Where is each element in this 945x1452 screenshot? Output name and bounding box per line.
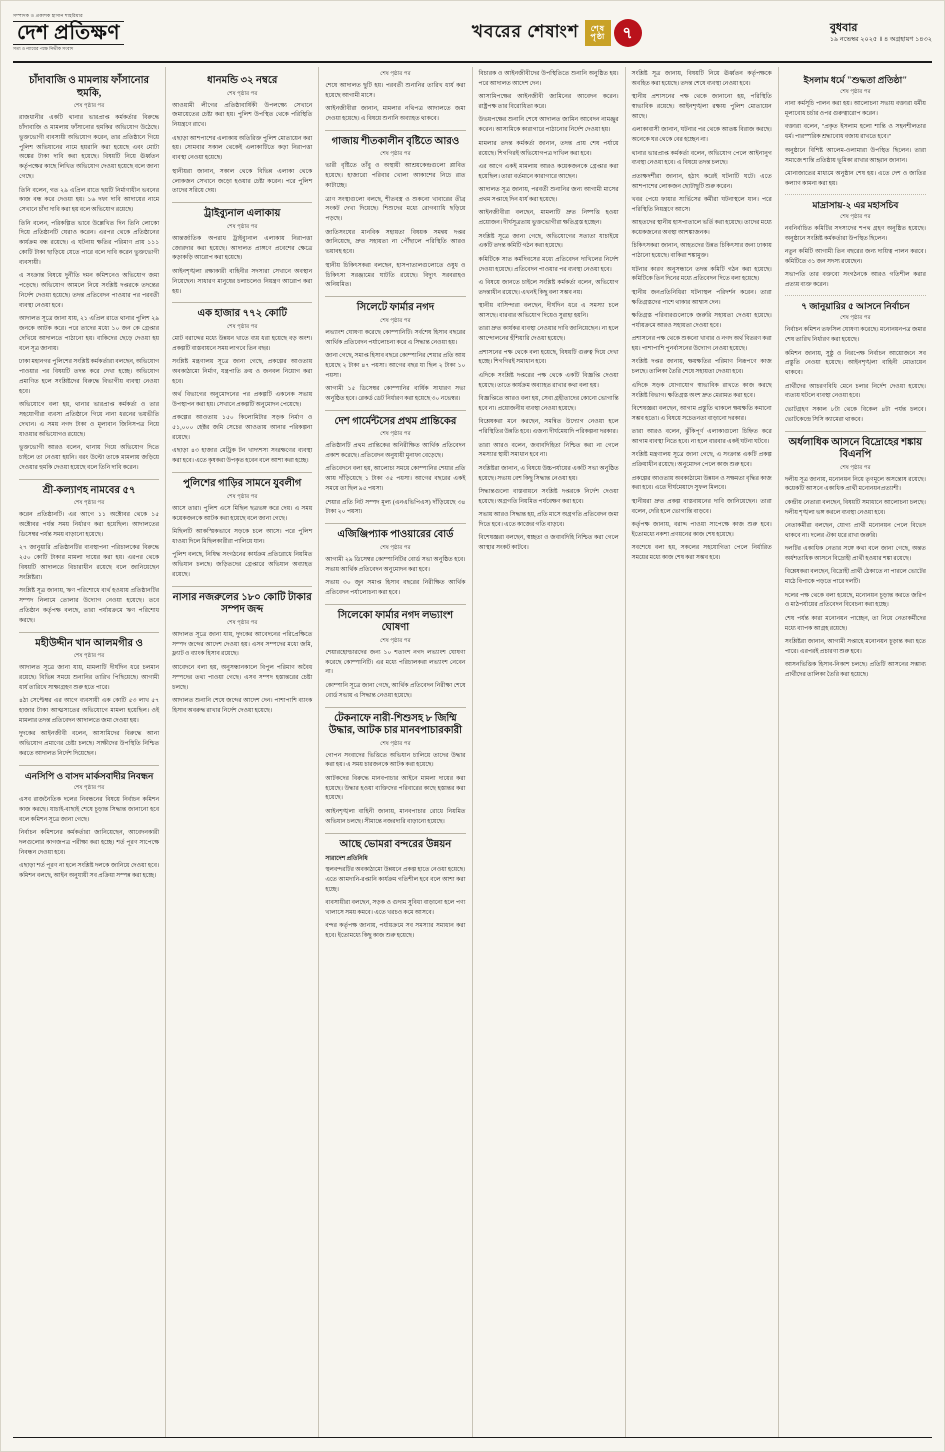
paragraph: পুলিশ বলছে, নিষিদ্ধ সংগঠনের কার্যক্রম প্রতিরোধে নিয়মিত অভিযান চলছে। জড়িতদের গ্রেপ্তারে অভিযান অব্যাহত রয়েছে। — [172, 552, 313, 578]
continuation-note: শেষ পৃষ্ঠার পর — [73, 500, 105, 507]
headline[interactable]: এনসিপি ও বাসদ মার্কসবাদীর নিবন্ধন — [24, 770, 154, 781]
divider — [785, 295, 926, 296]
paragraph: আসে তারা। পুলিশ এসে মিছিল ছত্রভঙ্গ করে দেয়। এ সময় কয়েকজনকে আটক করা হয়েছে বলে জানা গেছে। — [172, 505, 313, 522]
paragraph: সভায় আরও সিদ্ধান্ত হয়, প্রতি মাসে অগ্রগতি প্রতিবেদন জমা দিতে হবে। এতে কাজের গতি বাড়বে। — [478, 512, 619, 529]
paragraph: তিনি বলেন, পরিকল্পিত ভাবে উল্লেখিত দিন তিনি লোকো দিয়ে প্রতিষ্ঠানটি ঘেরাও করেন। এরপর থেকে প্রতিষ্ঠানের কার্যক্রম বন্ধ রয়েছে। এ ঘটনায় ক্ষতির পরিমাণ প্রায় ১১১ কোটি টাকা ছাড়িয়ে যেতে পারে বলে দাবি করেন ভুক্তভোগী ব্যবসায়ী। — [19, 220, 160, 267]
paragraph: দুদকের আইনজীবী বলেন, আসামিদের বিরুদ্ধে আনা অভিযোগ প্রমাণের চেষ্টা চলছে। সাক্ষীদের উপস্থিতি নিশ্চিত করতে আদালত নির্দেশ দিয়েছেন। — [19, 731, 160, 758]
continuation-note: শেষ পৃষ্ঠার পর — [840, 89, 871, 96]
paragraph: শেয়ারহোল্ডারদের জন্য ১০ শতাংশ নগদ লভ্যাংশ ঘোষণা করেছে কোম্পানিটি। এর মধ্যে পরিচালকরা লভ্যাংশ নেবেন না। — [325, 649, 466, 676]
headline[interactable]: পুলিশের গাড়ির সামনে যুবলীগ — [183, 478, 302, 490]
page-footer-rule — [13, 1437, 932, 1447]
continuation-note: শেষ পৃষ্ঠার পর — [380, 431, 411, 438]
continuation-note: শেষ পৃষ্ঠার পর — [380, 544, 411, 551]
paragraph: আগামী ২৯ ডিসেম্বর কোম্পানিটির বোর্ড সভা অনুষ্ঠিত হবে। সভায় আর্থিক প্রতিবেদন অনুমোদন করা হবে। — [325, 556, 466, 573]
paragraph: সংশ্লিষ্ট মন্ত্রণালয় সূত্রে জানা গেছে, প্রকল্পের আওতায় অবকাঠামো নির্মাণ, যন্ত্রপাতি ক্রয় ও জনবল নিয়োগ করা হবে। — [172, 359, 313, 385]
continuation-note: শেষ পৃষ্ঠার পর — [227, 223, 258, 230]
paragraph: সংশ্লিষ্ট সূত্র জানায়, ঋণ পরিশোধে ব্যর্থ হওয়ায় প্রতিষ্ঠানটির সম্পদ নিলামে তোলার উদ্যোগ নেওয়া হয়েছে। তবে প্রতিষ্ঠান কর্তৃপক্ষ বলছে, তারা পর্যায়ক্রমে ঋণ পরিশোধ করছে। — [19, 588, 160, 624]
continuation-note: শেষ পৃষ্ঠার পর — [380, 151, 411, 158]
column-6 — [779, 67, 932, 1437]
paragraph: গোপন সংবাদের ভিত্তিতে অভিযান চালিয়ে তাদের উদ্ধার করা হয়। এ সময় চারজনকে আটক করা হয়েছে। — [325, 752, 466, 769]
paragraph: ভুক্তভোগী আরও বলেন, থানায় গিয়ে অভিযোগ দিতে চাইলে তা নেওয়া হয়নি। বরং উল্টো তাকে মামলায় জড়িয়ে দেওয়ার হুমকি দেওয়া হয়েছে বলে তিনি দাবি করেন। — [19, 445, 160, 471]
newspaper-logo[interactable] — [13, 13, 124, 53]
headline[interactable]: সিলেটে ফার্মার নগদ — [356, 302, 435, 314]
paragraph: সংশ্লিষ্ট সূত্র জানায়, বিষয়টি নিয়ে ঊর্ধ্বতন কর্তৃপক্ষকে অবহিত করা হয়েছে। তদন্ত শেষে ব্যবস্থা নেওয়া হবে। — [631, 71, 772, 87]
paragraph: ঘটনার কারণ অনুসন্ধানে তদন্ত কমিটি গঠন করা হয়েছে। কমিটিকে তিন দিনের মধ্যে প্রতিবেদন দিতে বলা হয়েছে। — [631, 266, 772, 283]
paragraph: করেন প্রতিষ্ঠানটি। এর আগে ১১ অক্টোবর থেকে ১৫ অক্টোবর পর্যন্ত সময় নির্ধারণ করা হয়েছিল। আদালতের ডিসেম্বর পর্যন্ত সময় বাড়ানো হয়েছে। — [19, 512, 160, 538]
continuation-note: শেষ পৃষ্ঠার পর — [380, 740, 411, 747]
paragraph: আদালত সূত্র জানায়, পরবর্তী শুনানির জন্য আগামী মাসের প্রথম সপ্তাহে দিন ধার্য করা হয়েছে। — [478, 187, 619, 203]
paragraph: বিচারক ও আইনজীবীদের উপস্থিতিতে শুনানি অনুষ্ঠিত হয়। পরে আদালত আদেশ দেন। — [478, 71, 619, 87]
paragraph: কেন্দ্রীয় নেতারা বলছেন, বিষয়টি সমাধানে আলোচনা চলছে। দলীয় শৃঙ্খলা ভঙ্গ করলে ব্যবস্থা নেওয়া হবে। — [784, 499, 926, 516]
paragraph: ক্ষতিগ্রস্ত পরিবারগুলোকে জরুরি সহায়তা দেওয়া হয়েছে। পর্যায়ক্রমে আরও সহায়তা দেওয়া হবে। — [631, 313, 772, 329]
headline[interactable]: মহীউদ্দীন খান আলমগীর ও — [35, 637, 143, 649]
paragraph: স্থানীয়রা দ্রুত প্রকল্প বাস্তবায়নের দাবি জানিয়েছেন। তারা বলেন, দেরি হলে ভোগান্তি বাড়বে। — [631, 498, 772, 515]
paragraph: অভিযোগে বলা হয়, থানার ভারপ্রাপ্ত কর্মকর্তা ও তার সহযোগীরা ব্যবসা প্রতিষ্ঠানে গিয়ে নানা ধরনের ভয়ভীতি দেখান। এ সময় নগদ টাকা ও মূল্যবান জিনিসপত্র নিয়ে যাওয়ার অভিযোগও রয়েছে। — [19, 402, 160, 438]
paragraph: খবর পেয়ে ফায়ার সার্ভিসের কর্মীরা ঘটনাস্থলে যান। পরে পরিস্থিতি নিয়ন্ত্রণে আসে। — [631, 196, 772, 213]
paragraph: বিশেষজ্ঞরা বলছেন, স্বচ্ছতা ও জবাবদিহি নিশ্চিত করা গেলে আস্থার সংকট কাটবে। — [478, 535, 619, 552]
paragraph: এছাড়া শর্ত পূরণ না হলে সংশ্লিষ্ট দলকে জানিয়ে দেওয়া হবে। কমিশন বলছে, আইন অনুযায়ী সব প্রক্রিয়া সম্পন্ন করা হচ্ছে। — [19, 863, 160, 880]
continuation-note: শেষ পৃষ্ঠার পর — [380, 637, 411, 644]
paragraph: সংশ্লিষ্টরা জানান, আগামী সপ্তাহে মনোনয়ন চূড়ান্ত করা হতে পারে। এরপরই প্রচারণা শুরু হবে। — [784, 639, 926, 655]
divider — [172, 302, 312, 303]
divider — [325, 523, 465, 524]
paragraph: থানার ভারপ্রাপ্ত কর্মকর্তা বলেন, অভিযোগ পেলে আইনানুগ ব্যবস্থা নেওয়া হবে। এ বিষয়ে তদন্ত চলছে। — [631, 150, 772, 167]
column-2 — [166, 67, 319, 1437]
paragraph: স্থানীয় জনপ্রতিনিধিরা ঘটনাস্থল পরিদর্শন করেন। তারা ক্ষতিগ্রস্তদের পাশে থাকার আশ্বাস দেন। — [631, 289, 772, 306]
divider — [19, 632, 159, 633]
logo-name: দেশ প্রতিক্ষণ — [13, 21, 124, 45]
paragraph: বক্তারা বলেন, "প্রকৃত ইসলাম হলো শান্তি ও সহনশীলতার ধর্ম। পারস্পরিক শ্রদ্ধাবোধ বজায় রাখতে হবে।" — [784, 124, 926, 141]
paragraph: সিদ্ধান্তগুলো বাস্তবায়নে সংশ্লিষ্ট দপ্তরকে নির্দেশ দেওয়া হয়েছে। অগ্রগতি নিয়মিত পর্যবেক্ষণ করা হবে। — [478, 488, 619, 505]
paragraph: দলের পক্ষ থেকে বলা হয়েছে, মনোনয়ন চূড়ান্ত করতে জরিপ ও মাঠপর্যায়ের প্রতিবেদন বিবেচনা করা হচ্ছে। — [784, 592, 926, 609]
paragraph: আন্তর্জাতিক অপরাধ ট্রাইব্যুনাল এলাকায় নিরাপত্তা জোরদার করা হয়েছে। আদালত প্রাঙ্গণে প্রবেশের ক্ষেত্রে কড়াকড়ি আরোপ করা হয়েছে। — [172, 235, 313, 262]
continuation-note: শেষ পৃষ্ঠার পর — [840, 315, 871, 322]
paragraph: সংশ্লিষ্ট দপ্তর জানায়, ক্ষয়ক্ষতির পরিমাণ নিরূপণে কাজ চলছে। তালিকা তৈরি শেষে সহায়তা দেওয়া হবে। — [631, 359, 772, 376]
divider — [325, 604, 465, 605]
headline[interactable]: অর্ধলাধিক আসনে বিদ্রোহের শঙ্কায় বিএনপি — [788, 436, 923, 461]
date-block — [830, 22, 932, 44]
paragraph: আদালত সূত্রে জানা যায়, ২১ এপ্রিল রাতে থানার পুলিশ ২৯ জনকে আটক করে। পরে তাদের মধ্যে ১০ জন কে গ্রেপ্তার দেখিয়ে আদালতে পাঠানো হয়। বাকিদের ছেড়ে দেওয়া হয় বলে সূত্র জানায়। — [19, 316, 160, 352]
paragraph: কমিটিকে সাত কর্মদিবসের মধ্যে প্রতিবেদন দাখিলের নির্দেশ দেওয়া হয়েছে। প্রতিবেদন পাওয়ার পর ব্যবস্থা নেওয়া হবে। — [478, 256, 619, 273]
paragraph: কমিশন জানায়, সুষ্ঠু ও নিরপেক্ষ নির্বাচন আয়োজনে সব প্রস্তুতি নেওয়া হয়েছে। আইনশৃঙ্খলা বাহিনী মোতায়েন থাকবে। — [784, 350, 926, 377]
continuation-note: শেষ পৃষ্ঠার পর — [73, 653, 105, 660]
paragraph: তারা আরও বলেন, ঝুঁকিপূর্ণ এলাকাগুলো চিহ্নিত করে আগাম ব্যবস্থা নিতে হবে। না হলে বারবার একই ঘটনা ঘটবে। — [631, 429, 772, 445]
paragraph: মিছিলটি আকস্মিকভাবে সড়কে চলে আসে। পরে পুলিশ ধাওয়া দিলে মিছিলকারীরা পালিয়ে যান। — [172, 528, 313, 545]
divider — [172, 586, 312, 587]
paragraph: বিজ্ঞপ্তিতে আরও বলা হয়, সেবা গ্রহীতাদের কোনো ভোগান্তি হবে না। প্রয়োজনীয় ব্যবস্থা নেওয়া হয়েছে। — [478, 396, 619, 412]
paragraph: প্রকল্পের আওতায় ১৫০ কিলোমিটার সড়ক নির্মাণ ও ৫১,০০০ হেক্টর জমি সেচের আওতায় আনার পরিকল্পনা রয়েছে। — [172, 415, 313, 442]
divider — [325, 410, 465, 411]
paragraph: নতুন কমিটি আগামী তিন বছরের জন্য দায়িত্ব পালন করবে। কমিটিতে ৩১ জন সদস্য রয়েছেন। — [784, 249, 926, 265]
paragraph: ঢাকা মহানগর পুলিশের সংশ্লিষ্ট কর্মকর্তারা বলছেন, অভিযোগ পাওয়ার পর বিষয়টি তদন্ত করে দেখা হচ্ছে। অভিযোগ প্রমাণিত হলে সংশ্লিষ্টদের বিরুদ্ধে বিভাগীয় ব্যবস্থা নেওয়া হবে। — [19, 359, 160, 395]
divider — [172, 202, 312, 203]
column-4 — [473, 67, 626, 1437]
paragraph: লভ্যাংশ ঘোষণা করেছে কোম্পানিটি। সর্বশেষ হিসাব বছরের আর্থিক প্রতিবেদন পর্যালোচনা করে এ সিদ্ধান্ত নেওয়া হয়। — [325, 329, 466, 346]
paragraph: আইনশৃঙ্খলা বাহিনী জানায়, মানবপাচার রোধে নিয়মিত অভিযান চলছে। সীমান্তে নজরদারি বাড়ানো হয়েছে। — [325, 808, 466, 825]
continuation-note: শেষ পৃষ্ঠার পর — [227, 493, 258, 500]
divider — [325, 707, 465, 708]
paragraph: এ সংক্রান্ত বিষয়ে দুর্নীতি দমন কমিশনেও অভিযোগ জমা পড়েছে। অভিযোগ আমলে নিয়ে সংশ্লিষ্ট দপ্তরকে তদন্তের নির্দেশ দেওয়া হয়েছে। তদন্ত প্রতিবেদন পাওয়ার পর পরবর্তী ব্যবস্থা নেওয়া হবে। — [19, 273, 160, 309]
paragraph: প্রতিষ্ঠানটি প্রথম প্রান্তিকের অনিরীক্ষিত আর্থিক প্রতিবেদন প্রকাশ করেছে। প্রতিবেদন অনুযায়ী মুনাফা বেড়েছে। — [325, 443, 466, 460]
paragraph: নির্বাচন কমিশন তফসিল ঘোষণা করেছে। মনোনয়নপত্র জমার শেষ তারিখ নির্ধারণ করা হয়েছে। — [784, 327, 926, 344]
paragraph: দলটির একাধিক নেতার সঙ্গে কথা বলে জানা গেছে, অন্তত অর্ধশতাধিক আসনে বিদ্রোহী প্রার্থী হওয়ার শঙ্কা রয়েছে। — [784, 546, 926, 563]
paragraph: মোট বরাদ্দের মধ্যে উন্নয়ন খাতে ব্যয় ধরা হয়েছে বড় অংশ। প্রকল্পটি বাস্তবায়নে সময় লাগবে তিন বছর। — [172, 335, 313, 352]
paragraph: সভাপতি তার বক্তব্যে সংগঠনকে আরও গতিশীল করার প্রত্যয় ব্যক্ত করেন। — [784, 272, 926, 289]
paragraph: শেষে আদালত ছুটি হয়। পরবর্তী শুনানির তারিখ ধার্য করা হয়েছে আগামী মাসে। — [325, 83, 466, 99]
continuation-note: শেষ পৃষ্ঠার পর — [227, 619, 258, 626]
paragraph: এদিকে সড়ক যোগাযোগ স্বাভাবিক রাখতে কাজ করছে সংশ্লিষ্ট বিভাগ। ক্ষতিগ্রস্ত অংশ দ্রুত মেরামত করা হবে। — [631, 382, 772, 399]
paragraph: নবনির্বাচিত কমিটির সদস্যদের শপথ গ্রহণ অনুষ্ঠিত হয়েছে। অনুষ্ঠানে সংশ্লিষ্ট কর্মকর্তারা উপস্থিত ছিলেন। — [784, 225, 926, 242]
paragraph: প্রশাসনের পক্ষ থেকে বলা হয়েছে, বিষয়টি গুরুত্ব দিয়ে দেখা হচ্ছে। শিগগিরই সমাধান হবে। — [478, 349, 619, 366]
section-banner — [472, 19, 642, 47]
divider — [19, 765, 159, 766]
paragraph: প্রার্থীদের আচরণবিধি মেনে চলার নির্দেশ দেওয়া হয়েছে। ব্যত্যয় ঘটলে ব্যবস্থা নেওয়া হবে। — [784, 383, 926, 400]
headline[interactable]: সিলেকো ফার্মার নগদ লভ্যাংশ ঘোষণা — [337, 609, 454, 634]
column-1 — [13, 67, 166, 1437]
headline[interactable]: টেকনাফে নারী-শিশুসহ ৮ জিম্মি উদ্ধার, আটক চার মানবপাচারকারী — [328, 712, 462, 737]
continuation-note: শেষ পৃষ্ঠার পর — [73, 103, 105, 109]
divider — [325, 130, 465, 131]
paragraph: ভারী বৃষ্টিতে তাঁবু ও অস্থায়ী আশ্রয়কেন্দ্রগুলো প্লাবিত হয়েছে। হাজারো পরিবার খোলা আকাশের নিচে রাত কাটাচ্ছে। — [325, 163, 466, 190]
logo-tagline: সত্য ও ন্যায়ের পক্ষে নির্ভীক সংবাদ — [13, 46, 74, 51]
paragraph: শেয়ার প্রতি নিট সম্পদ মূল্য (এনএভিপিএস) দাঁড়িয়েছে ৩৪ টাকা ২০ পয়সা। — [325, 499, 466, 516]
paragraph: এছাড়া আশপাশের এলাকায় অতিরিক্ত পুলিশ মোতায়েন করা হয়। সোমবার সকাল থেকেই এলাকাটিতে কড়া নিরাপত্তা ব্যবস্থা নেওয়া হয়েছে। — [172, 135, 313, 162]
continuation-note: শেষ পৃষ্ঠার পর — [73, 785, 105, 792]
paragraph: আহতদের স্থানীয় হাসপাতালে ভর্তি করা হয়েছে। তাদের মধ্যে কয়েকজনের অবস্থা আশঙ্কাজনক। — [631, 220, 772, 237]
continuation-note: শেষ পৃষ্ঠার পর — [380, 71, 411, 77]
logo-kicker: সম্পাদক ও প্রকাশক হাসান শাহরিয়ার — [13, 13, 83, 18]
paragraph: এর আগে একই মামলায় আরও কয়েকজনকে গ্রেপ্তার করা হয়েছিল। তারা বর্তমানে কারাগারে আছেন। — [478, 163, 619, 180]
paragraph: দলীয় সূত্র জানায়, মনোনয়ন নিয়ে তৃণমূলে অসন্তোষ রয়েছে। কয়েকটি আসনে একাধিক প্রার্থী মনোনয়নপ্রত্যাশী। — [784, 476, 926, 493]
paragraph: আইনশৃঙ্খলা রক্ষাকারী বাহিনীর সদস্যরা সেখানে অবস্থান নিয়েছেন। সাধারণ মানুষের চলাচলেও নিয়ন্ত্রণ আরোপ করা হয়। — [172, 268, 313, 295]
paragraph: আদালত সূত্রে জানা যায়, মামলাটি দীর্ঘদিন ধরে চলমান রয়েছে। বিভিন্ন সময়ে শুনানির তারিখ পিছিয়েছে। আগামী ধার্য তারিখে সাক্ষ্যগ্রহণ শুরু হতে পারে। — [19, 665, 160, 691]
divider — [785, 194, 926, 195]
paragraph: এছাড়া ৪৩ হাজার মেট্রিক টন খাদ্যশস্য সংরক্ষণের ব্যবস্থা করা হবে। এতে কৃষকরা উপকৃত হবেন বলে আশা করা হচ্ছে। — [172, 448, 313, 465]
byline: সারাদেশ প্রতিনিধি — [325, 856, 368, 863]
paragraph: রাজধানীর একটি থানার ভারপ্রাপ্ত কর্মকর্তার বিরুদ্ধে চাঁদাবাজি ও মামলায় ফাঁসানোর হুমকির অভিযোগ উঠেছে। ভুক্তভোগী ব্যবসায়ী অভিযোগ করেন, তার প্রতিষ্ঠানে গিয়ে পুলিশ অভিযানের নামে হয়রানি করা হয়েছে এবং মোটা অঙ্কের টাকা দাবি করা হয়েছে। বিষয়টি নিয়ে ঊর্ধ্বতন কর্তৃপক্ষের কাছে লিখিত অভিযোগ দেওয়া হয়েছে বলে জানা গেছে। — [19, 115, 160, 181]
paragraph: আদালত সূত্রে জানা যায়, দুদকের আবেদনের পরিপ্রেক্ষিতে সম্পদ জব্দের আদেশ দেওয়া হয়। এসব সম্পদের মধ্যে জমি, ফ্ল্যাট ও ব্যাংক হিসাব রয়েছে। — [172, 631, 313, 658]
headline[interactable]: দেশ গার্মেন্টসের প্রথম প্রান্তিকের — [334, 415, 457, 427]
headline[interactable]: এক হাজার ৭৭২ কোটি — [197, 308, 287, 320]
paragraph: আদালত শুনানি শেষে জব্দের আদেশ দেন। পাশাপাশি ব্যাংক হিসাব অবরুদ্ধ রাখার নির্দেশ দেওয়া হয়েছে। — [172, 697, 313, 714]
paragraph: নির্বাচন কমিশনের কর্মকর্তারা জানিয়েছেন, আবেদনকারী দলগুলোর কাগজপত্র পরীক্ষা করা হচ্ছে। শর্ত পূরণ সাপেক্ষে নিবন্ধন দেওয়া হবে। — [19, 830, 160, 856]
continuation-note: শেষ পৃষ্ঠার পর — [840, 464, 871, 471]
masthead — [13, 11, 932, 63]
paragraph: এলাকাবাসী জানান, ঘটনার পর থেকে আতঙ্ক বিরাজ করছে। অনেকে ঘর থেকে বের হচ্ছেন না। — [631, 127, 772, 144]
continuation-note: শেষ পৃষ্ঠার পর — [227, 323, 258, 330]
paragraph: আইনজীবীরা বলছেন, মামলাটি দ্রুত নিষ্পত্তি হওয়া প্রয়োজন। দীর্ঘসূত্রতায় ভুক্তভোগীরা ক্ষতিগ্রস্ত হচ্ছেন। — [478, 210, 619, 227]
paragraph: এদিকে সংশ্লিষ্ট দপ্তরের পক্ষ থেকে একটি বিজ্ঞপ্তি দেওয়া হয়েছে। তাতে কার্যক্রম অব্যাহত রাখার কথা বলা হয়। — [478, 372, 619, 389]
paragraph: সংশ্লিষ্ট সূত্রে জানা গেছে, অভিযোগের সত্যতা যাচাইয়ে একটি তদন্ত কমিটি গঠন করা হয়েছে। — [478, 233, 619, 250]
headline[interactable]: মাদ্রাসায়-২ এর মহাসচিব — [812, 199, 899, 210]
headline[interactable]: ট্রাইব্যুনাল এলাকায় — [204, 208, 281, 220]
column-3 — [319, 67, 472, 1437]
headline[interactable]: চাঁদাবাজি ও মামলায় ফাঁসানোর হুমকি, — [29, 75, 150, 99]
column-5 — [626, 67, 779, 1437]
article-columns — [13, 67, 932, 1437]
paragraph: বন্দর কর্তৃপক্ষ জানায়, পর্যায়ক্রমে সব সমস্যার সমাধান করা হবে। ইতোমধ্যে কিছু কাজ শুরু হয়েছে। — [325, 923, 466, 940]
paragraph: তারা দ্রুত কার্যকর ব্যবস্থা নেওয়ার দাবি জানিয়েছেন। না হলে আন্দোলনের হুঁশিয়ারি দেওয়া হয়েছে। — [478, 326, 619, 343]
paragraph: স্থলবন্দরটির অবকাঠামো উন্নয়নে প্রকল্প হাতে নেওয়া হয়েছে। এতে আমদানি-রপ্তানি কার্যক্রম গতিশীল হবে বলে আশা করা হচ্ছে। — [325, 867, 466, 893]
paragraph: ভোটগ্রহণ সকাল ৮টা থেকে বিকেল ৪টা পর্যন্ত চলবে। ভোটকেন্দ্রে সিসি ক্যামেরা থাকবে। — [784, 406, 926, 423]
paragraph: এ বিষয়ে জানতে চাইলে সংশ্লিষ্ট কর্মকর্তা বলেন, অভিযোগ তদন্তাধীন রয়েছে। এখনই কিছু বলা সম্ভব নয়। — [478, 279, 619, 296]
paragraph: মামলার তদন্ত কর্মকর্তা জানান, তদন্ত প্রায় শেষ পর্যায়ে রয়েছে। শিগগিরই অভিযোগপত্র দাখিল করা হবে। — [478, 140, 619, 157]
paragraph: মোনাজাতের মাধ্যমে অনুষ্ঠান শেষ হয়। এতে দেশ ও জাতির কল্যাণ কামনা করা হয়। — [784, 170, 926, 187]
section-title: খবরের শেষাংশ — [471, 22, 579, 41]
paragraph: আবেদনে বলা হয়, অনুসন্ধানকালে বিপুল পরিমাণ অবৈধ সম্পদের তথ্য পাওয়া গেছে। এসব সম্পদ হস্তান্তরের চেষ্টা চলছে। — [172, 664, 313, 691]
headline[interactable]: এজিঞ্জিপ্যাক পাওয়ারের বোর্ড — [337, 529, 454, 541]
paragraph: জানা গেছে, সমাপ্ত হিসাব বছরে কোম্পানির শেয়ার প্রতি আয় হয়েছে ২ টাকা ৪৭ পয়সা। আগের বছর যা ছিল ২ টাকা ১০ পয়সা। — [325, 352, 466, 379]
paragraph: তারা আরও বলেন, জবাবদিহিতা নিশ্চিত করা না গেলে সমস্যার স্থায়ী সমাধান হবে না। — [478, 442, 619, 459]
headline[interactable]: ইসলাম ধর্মে "শুদ্ধতা প্রতিষ্ঠা" — [803, 75, 908, 85]
paragraph: বিশ্লেষকরা বলছেন, বিদ্রোহী প্রার্থী ঠেকাতে না পারলে ভোটের মাঠে বিপাকে পড়তে পারে দলটি। — [784, 569, 926, 586]
paragraph: জাতিসংঘের মানবিক সহায়তা বিষয়ক সমন্বয় দপ্তর জানিয়েছে, দ্রুত সহায়তা না পৌঁছালে পরিস্থিতি আরও ভয়াবহ হবে। — [325, 229, 466, 256]
paragraph: শেষ পর্যন্ত কারা মনোনয়ন পাচ্ছেন, তা নিয়ে নেতাকর্মীদের মধ্যে ব্যাপক আগ্রহ রয়েছে। — [784, 615, 926, 632]
paragraph: আওয়ামী লীগের প্রতিষ্ঠাবার্ষিকী উপলক্ষ্যে সেখানে জমায়েতের চেষ্টা করা হয়। পুলিশ উপস্থিত থেকে পরিস্থিতি নিয়ন্ত্রণে রাখে। — [172, 102, 313, 129]
divider — [325, 296, 465, 297]
paragraph: এসব রাজনৈতিক দলের নিবন্ধনের বিষয়ে নির্বাচন কমিশন কাজ করছে। যাচাই-বাছাই শেষে চূড়ান্ত সিদ্ধান্ত জানানো হবে বলে কমিশন সূত্রে জানা গেছে। — [19, 797, 160, 823]
paragraph: সভায় ৩০ জুন সমাপ্ত হিসাব বছরের নিরীক্ষিত আর্থিক প্রতিবেদন পর্যালোচনা করা হবে। — [325, 580, 466, 596]
headline[interactable]: ৭ জানুয়ারির ৫ আসনে নির্বাচন — [801, 301, 910, 312]
paragraph: আসামিপক্ষের আইনজীবী জামিনের আবেদন করেন। রাষ্ট্রপক্ষ তার বিরোধিতা করে। — [478, 94, 619, 111]
continuation-note: শেষ পৃষ্ঠার পর — [227, 90, 258, 97]
paragraph: নানা কর্মসূচি পালন করা হয়। আলোচনা সভায় বক্তারা ধর্মীয় মূল্যবোধ চর্চার ওপর গুরুত্বারোপ করেন। — [784, 101, 926, 118]
paragraph: চিকিৎসকরা জানান, আহতদের উন্নত চিকিৎসার জন্য ঢাকায় পাঠানো হয়েছে। বাকিরা শঙ্কামুক্ত। — [631, 243, 772, 260]
headline[interactable]: নাসার নজরুলের ১৮০ কোটি টাকার সম্পদ জব্দ — [172, 591, 312, 616]
paragraph: অনুষ্ঠানে বিশিষ্ট আলেম-ওলামারা উপস্থিত ছিলেন। তারা সমাজে শান্তি প্রতিষ্ঠায় ভূমিকা রাখার আহ্বান জানান। — [784, 147, 926, 164]
full-date: ১৯ নভেম্বর ২০২৫ ॥ ৪ অগ্রহায়ণ ১৪৩২ — [829, 35, 932, 43]
paragraph: উভয়পক্ষের শুনানি শেষে আদালত জামিন আবেদন নামঞ্জুর করেন। আসামিকে কারাগারে পাঠানোর নির্দেশ দেওয়া হয়। — [478, 117, 619, 134]
paragraph: স্থানীয় বাসিন্দারা বলছেন, দীর্ঘদিন ধরে এ সমস্যা চলে আসছে। বারবার অভিযোগ দিয়েও সুরাহা হয়নি। — [478, 303, 619, 320]
paragraph: স্থানীয়রা জানান, সকাল থেকে বিভিন্ন এলাকা থেকে লোকজন সেখানে জড়ো হওয়ার চেষ্টা করেন। পরে পুলিশ তাদের সরিয়ে দেয়। — [172, 168, 313, 195]
paragraph: আইনজীবীরা জানান, মামলার নথিপত্র আদালতে জমা দেওয়া হয়েছে। এ বিষয়ে শুনানি অব্যাহত থাকবে। — [325, 106, 466, 123]
divider — [172, 472, 312, 473]
paragraph: প্রত্যক্ষদর্শীরা জানান, হঠাৎ করেই ঘটনাটি ঘটে। এতে আশপাশের লোকজন ছোটাছুটি শুরু করেন। — [631, 173, 772, 190]
weekday: বুধবার — [829, 22, 858, 35]
paragraph: প্রতিবেদনে বলা হয়, আলোচ্য সময়ে কোম্পানির শেয়ার প্রতি আয় দাঁড়িয়েছে ১ টাকা ৩৫ পয়সা। আগের বছরের একই সময়ে তা ছিল ৯৫ পয়সা। — [325, 466, 466, 493]
paragraph: ব্যবসায়ীরা বলছেন, সড়ক ও গুদাম সুবিধা বাড়ানো হলে পণ্য খালাসে সময় কমবে। এতে খরচও কমে আসবে। — [325, 900, 466, 916]
page-badge — [585, 19, 642, 47]
paragraph: স্থানীয় প্রশাসনের পক্ষ থেকে জানানো হয়, পরিস্থিতি স্বাভাবিক রয়েছে। আইনশৃঙ্খলা রক্ষায় পুলিশ মোতায়েন আছে। — [631, 94, 772, 120]
divider — [325, 833, 465, 834]
paragraph: প্রশাসনের পক্ষ থেকে শুকনো খাবার ও নগদ অর্থ বিতরণ করা হয়। পাশাপাশি পুনর্বাসনের উদ্যোগ নেওয়া হয়েছে। — [631, 336, 772, 353]
paragraph: ২৭ জানুয়ারি প্রতিষ্ঠানটির ব্যবস্থাপনা পরিচালকের বিরুদ্ধে ২৫০ কোটি টাকার মামলা দায়ের করা হয়। এরপর থেকে বিষয়টি আদালতে বিচারাধীন রয়েছে বলে জানিয়েছেন সংশ্লিষ্টরা। — [19, 545, 160, 581]
headline[interactable]: গাজায় শীতকালীন বৃষ্টিতে আরও — [331, 135, 460, 147]
headline[interactable]: আছে ভোমরা বন্দরের উন্নয়ন — [339, 838, 452, 850]
paragraph: সংশ্লিষ্ট মন্ত্রণালয় সূত্রে জানা গেছে, এ সংক্রান্ত একটি প্রকল্প প্রক্রিয়াধীন রয়েছে। অনুমোদন পেলে কাজ শুরু হবে। — [631, 452, 772, 469]
divider — [785, 431, 926, 432]
paragraph: আসনভিত্তিক হিসাব-নিকাশ চলছে। প্রতিটি আসনের সম্ভাব্য প্রার্থীদের তালিকা তৈরি করা হয়েছে। — [784, 662, 926, 679]
page-badge-label: শেষ পৃষ্ঠা — [585, 20, 611, 46]
paragraph: প্রকল্পের আওতায় অবকাঠামো উন্নয়ন ও সক্ষমতা বৃদ্ধির কাজ করা হবে। এতে দীর্ঘমেয়াদে সুফল মিলবে। — [631, 475, 772, 492]
continuation-note: শেষ পৃষ্ঠার পর — [840, 213, 871, 220]
paragraph: অর্থ বিভাগের অনুমোদনের পর প্রকল্পটি একনেক সভায় উপস্থাপন করা হয়। সেখানে প্রকল্পটি অনুমোদন পেয়েছে। — [172, 392, 313, 409]
paragraph: সংশ্লিষ্টরা জানান, এ বিষয়ে উচ্চপর্যায়ের একটি সভা অনুষ্ঠিত হয়েছে। সভায় বেশ কিছু সিদ্ধান্ত নেওয়া হয়। — [478, 465, 619, 482]
paragraph: ৪ঠা সেপ্টেম্বর এর আগে ব্যবসায়ী এক কোটি ৫৩ লাখ ৫৭ হাজার টাকা আত্মসাতের অভিযোগে মামলা হয়েছিল। ওই মামলার তদন্ত প্রতিবেদন আদালতে জমা দেওয়া হয়। — [19, 698, 160, 724]
paragraph: বিশ্লেষকরা মনে করছেন, সমন্বিত উদ্যোগ নেওয়া হলে পরিস্থিতির উন্নতি হবে। এজন্য দীর্ঘমেয়াদি পরিকল্পনা দরকার। — [478, 419, 619, 436]
continuation-note: শেষ পৃষ্ঠার পর — [380, 317, 411, 324]
paragraph: নেতাকর্মীরা বলছেন, যোগ্য প্রার্থী মনোনয়ন পেলে বিভেদ থাকবে না। দলের ঐক্য ধরে রাখা জরুরি। — [784, 522, 926, 539]
paragraph: কোম্পানি সূত্রে জানা গেছে, আর্থিক প্রতিবেদন নিরীক্ষা শেষে বোর্ড সভায় এ সিদ্ধান্ত নেওয়া হয়েছে। — [325, 682, 466, 699]
paragraph: আটকদের বিরুদ্ধে মানবপাচার আইনে মামলা দায়ের করা হয়েছে। উদ্ধার হওয়া ব্যক্তিদের পরিবারের কাছে হস্তান্তর করা হয়েছে। — [325, 775, 466, 802]
paragraph: স্থানীয় চিকিৎসকরা বলছেন, হাসপাতালগুলোতে ওষুধ ও চিকিৎসা সরঞ্জামের ঘাটতি রয়েছে। বিদ্যুৎ সরবরাহও অনিয়মিত। — [325, 262, 466, 289]
divider — [19, 479, 159, 480]
page-number: ৭ — [614, 19, 642, 47]
paragraph: তিনি বলেন, গত ২৯ এপ্রিল রাতে ছয়টি নির্মাণাধীন ভবনের কাজ বন্ধ করে দেওয়া হয়। ১৬ দফা দাবি আদায়ের নামে সেখানে চাঁদা দাবি করা হয় বলে অভিযোগ রয়েছে। — [19, 187, 160, 214]
headline[interactable]: ধানমন্ডি ৩২ নম্বরে — [207, 75, 278, 86]
paragraph: সবশেষে বলা হয়, সকলের সহযোগিতা পেলে নির্ধারিত সময়ের মধ্যে কাজ শেষ করা সম্ভব হবে। — [631, 545, 772, 562]
headline[interactable]: শ্রী-কল্যাণহ নামবের ৫৭ — [42, 484, 136, 496]
paragraph: আগামী ১৫ ডিসেম্বর কোম্পানির বার্ষিক সাধারণ সভা অনুষ্ঠিত হবে। রেকর্ড ডেট নির্ধারণ করা হয়েছে ৩০ নভেম্বর। — [325, 386, 466, 402]
paragraph: ত্রাণ সংস্থাগুলো বলছে, শীতবস্ত্র ও শুকনো খাবারের তীব্র সংকট দেখা দিয়েছে। শিশুদের মধ্যে রোগব্যাধি ছড়িয়ে পড়ছে। — [325, 196, 466, 223]
paragraph: কর্তৃপক্ষ জানায়, বরাদ্দ পাওয়া সাপেক্ষে কাজ শুরু হবে। ইতোমধ্যে নকশা প্রণয়নের কাজ শেষ হয়েছে। — [631, 522, 772, 538]
paragraph: বিশেষজ্ঞরা বলছেন, আগাম প্রস্তুতি থাকলে ক্ষয়ক্ষতি কমানো সম্ভব হতো। এ বিষয়ে সচেতনতা বাড়ানো দরকার। — [631, 405, 772, 422]
